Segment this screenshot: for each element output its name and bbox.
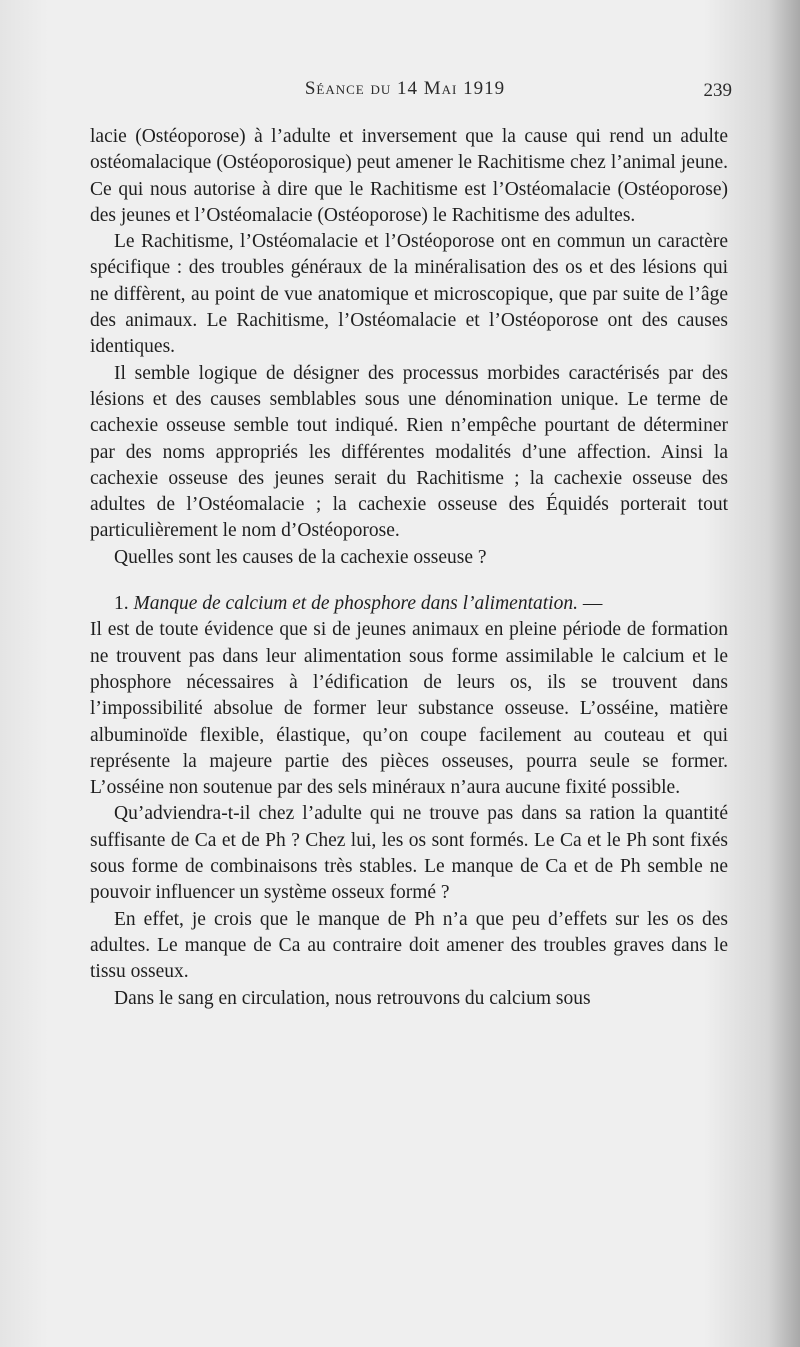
body-text bbox=[90, 124, 728, 1012]
page-number: 239 bbox=[703, 80, 732, 101]
paragraph: Quelles sont les causes de la cachexie osseuse ? bbox=[114, 546, 487, 568]
paragraph: Dans le sang en circulation, nous retrouvons du calcium sous bbox=[114, 987, 591, 1009]
paragraph: Il semble logique de désigner des processus morbides caractérisés par des lésions et des causes semblables sous une dénomination unique. Le terme de cachexie osseuse semble tout indiqué. Rien n’empêche pourtant de déterminer par des noms appropriés les différentes modalités d’une affection. Ainsi la cachexie osseuse des jeunes serait du Rachitisme ; la cachexie osseuse des adultes de l’Ostéomalacie ; la cachexie osseuse des Équidés porterait tout particulièrement le nom d’Ostéoporose. bbox=[90, 362, 728, 542]
paragraph: lacie (Ostéoporose) à l’adulte et inversement que la cause qui rend un adulte ostéomalacique (Ostéoporosique) peut amener le Rachitisme chez l’animal jeune. Ce qui nous autorise à dire que le Rachitisme est l’Ostéomalacie (Ostéoporose) des jeunes et l’Ostéomalacie (Ostéoporose) le Rachitisme des adultes. bbox=[90, 126, 728, 226]
paragraph: En effet, je crois que le manque de Ph n’a que peu d’effets sur les os des adultes. Le manque de Ca au contraire doit amener des troubles graves dans le tissu osseux. bbox=[90, 908, 728, 983]
section-heading: Manque de calcium et de phosphore dans l’alimentation. bbox=[133, 593, 578, 615]
section-paragraph bbox=[90, 591, 728, 801]
section-number: 1. bbox=[114, 593, 129, 615]
paragraph: Le Rachitisme, l’Ostéomalacie et l’Ostéoporose ont en commun un caractère spécifique : des troubles généraux de la minéralisation des os et des lésions qui ne diffèrent, au point de vue anatomique et microscopique, que par suite de l’âge des animaux. Le Rachitisme, l’Ostéomalacie et l’Ostéoporose ont des causes identiques. bbox=[90, 231, 728, 358]
section-dash: — bbox=[582, 593, 603, 615]
running-header bbox=[90, 78, 732, 108]
paragraph: Qu’adviendra-t-il chez l’adulte qui ne trouve pas dans sa ration la quantité suffisante de Ca et de Ph ? Chez lui, les os sont formés. Le Ca et le Ph sont fixés sous forme de combinaisons très stables. Le manque de Ca et de Ph semble ne pouvoir influencer un système osseux formé ? bbox=[90, 803, 728, 904]
section-text: Il est de toute évidence que si de jeunes animaux en pleine période de formation ne trouvent pas dans leur alimentation sous forme assimilable le calcium et le phosphore nécessaires à l’édification de leurs os, ils se trouvent dans l’impossibilité absolue de former leur substance osseuse. L’osséine, matière albuminoïde flexible, élastique, qu’on coupe facilement au couteau et qui représente la majeure partie des pièces osseuses, pourra seule se former. L’osséine non soutenue par des sels minéraux n’aura aucune fixité possible. bbox=[90, 619, 728, 799]
running-title: Séance du 14 Mai 1919 bbox=[304, 78, 506, 99]
